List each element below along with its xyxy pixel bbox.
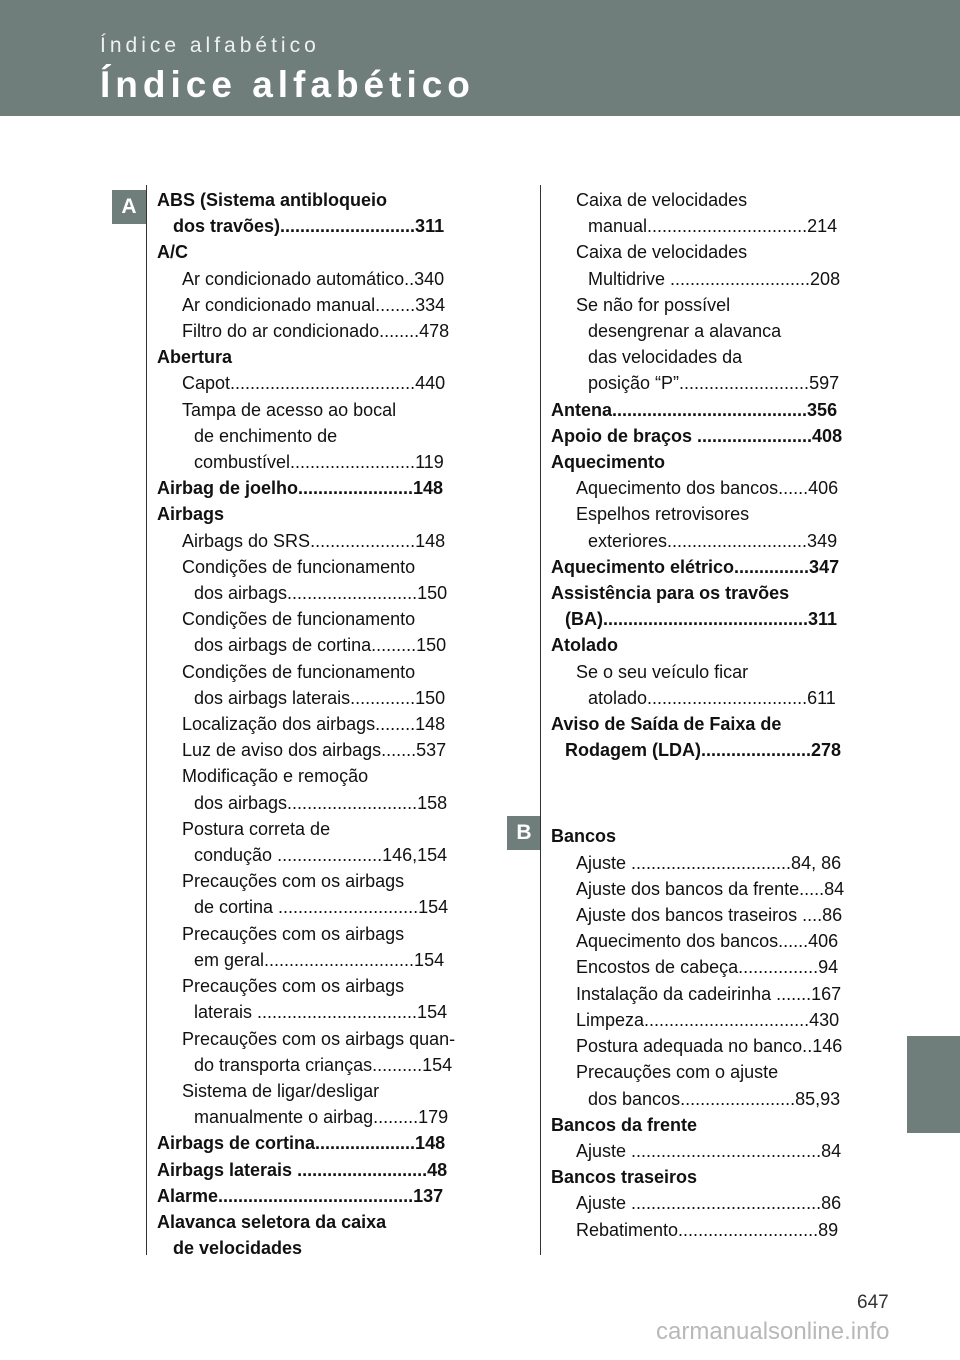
index-entry: dos travões)...........................311 xyxy=(173,216,445,237)
index-subentry: Multidrive ............................208 xyxy=(588,268,841,289)
header-subtitle: Índice alfabético xyxy=(100,34,320,57)
index-entry: Alavanca seletora da caixa xyxy=(157,1211,387,1232)
index-subentry: Ar condicionado automático..340 xyxy=(182,268,445,289)
section-letter-a: A xyxy=(112,190,146,224)
index-subentry: dos airbags..........................158 xyxy=(194,792,448,813)
index-subentry: Modificação e remoção xyxy=(182,766,369,787)
index-subentry: combustível.........................119 xyxy=(194,452,444,473)
index-subentry: Precauções com os airbags xyxy=(182,871,405,892)
index-subentry: Precauções com os airbags xyxy=(182,923,405,944)
index-entry: Bancos da frente xyxy=(551,1114,698,1135)
index-entry: Apoio de braços .......................408 xyxy=(551,425,843,446)
index-section-b xyxy=(551,823,844,1242)
index-subentry: Precauções com os airbags quan- xyxy=(182,1028,456,1049)
index-subentry: Espelhos retrovisores xyxy=(576,504,750,525)
index-entry: Airbag de joelho.......................148 xyxy=(157,478,444,499)
index-subentry: Se o seu veículo ficar xyxy=(576,661,749,682)
index-subentry: Condições de funcionamento xyxy=(182,609,416,630)
index-subentry: Ar condicionado manual........334 xyxy=(182,294,446,315)
index-subentry: Se não for possível xyxy=(576,294,731,315)
index-subentry: Aquecimento dos bancos......406 xyxy=(576,931,839,952)
index-column-2 xyxy=(551,187,844,1243)
column-divider-left xyxy=(146,185,147,1255)
index-entry: (BA).........................................311 xyxy=(565,609,838,630)
index-subentry: desengrenar a alavanca xyxy=(588,321,782,342)
index-entry: Atolado xyxy=(551,635,618,656)
index-subentry: Tampa de acesso ao bocal xyxy=(182,399,397,420)
index-entry: Rodagem (LDA)......................278 xyxy=(565,740,842,761)
index-subentry: Precauções com os airbags xyxy=(182,976,405,997)
index-subentry: Ajuste ......................................86 xyxy=(576,1193,842,1214)
index-entry: Bancos traseiros xyxy=(551,1167,698,1188)
section-letter-b: B xyxy=(507,816,541,850)
index-section-a-continued xyxy=(551,187,844,763)
index-subentry: Capot.....................................440 xyxy=(182,373,446,394)
index-column-1 xyxy=(157,187,455,1261)
watermark: carmanualsonline.info xyxy=(656,1318,890,1345)
index-subentry: de enchimento de xyxy=(194,425,338,446)
index-subentry: Caixa de velocidades xyxy=(576,190,748,210)
index-subentry: Airbags do SRS.....................148 xyxy=(182,530,446,551)
index-subentry: Condições de funcionamento xyxy=(182,556,416,577)
index-subentry: laterais ................................154 xyxy=(194,1002,448,1023)
header-title: Índice alfabético xyxy=(100,64,475,105)
section-side-tab xyxy=(907,1036,960,1133)
index-subentry: Instalação da cadeirinha .......167 xyxy=(576,983,842,1004)
index-subentry: Condições de funcionamento xyxy=(182,661,416,682)
section-gap xyxy=(551,763,844,823)
index-entry: de velocidades xyxy=(173,1238,303,1259)
index-subentry: exteriores............................349 xyxy=(588,530,838,551)
index-subentry: Luz de aviso dos airbags.......537 xyxy=(182,740,447,761)
index-entry: Antena.......................................356 xyxy=(551,399,838,420)
index-subentry: das velocidades da xyxy=(588,347,743,368)
index-subentry: Sistema de ligar/desligar xyxy=(182,1080,380,1101)
index-subentry: Rebatimento............................89 xyxy=(576,1219,839,1240)
index-subentry: manual................................214 xyxy=(588,216,838,237)
index-entry: Alarme.......................................137 xyxy=(157,1185,444,1206)
index-subentry: Caixa de velocidades xyxy=(576,242,748,263)
index-subentry: Filtro do ar condicionado........478 xyxy=(182,321,450,342)
index-subentry: Ajuste ................................84, 86 xyxy=(576,852,842,873)
index-subentry: de cortina ............................154 xyxy=(194,897,449,918)
index-subentry: dos airbags laterais.............150 xyxy=(194,687,446,708)
index-subentry: Ajuste dos bancos da frente.....84 xyxy=(576,878,845,899)
index-subentry: Precauções com o ajuste xyxy=(576,1062,779,1083)
index-subentry: do transporta crianças..........154 xyxy=(194,1054,453,1075)
index-subentry: Aquecimento dos bancos......406 xyxy=(576,478,839,499)
index-entry: Assistência para os travões xyxy=(551,583,790,604)
index-subentry: manualmente o airbag.........179 xyxy=(194,1107,449,1128)
index-entry: Airbags de cortina....................148 xyxy=(157,1133,446,1154)
index-subentry: atolado................................611 xyxy=(588,687,836,708)
index-entry: A/C xyxy=(157,242,188,263)
index-subentry: Encostos de cabeça................94 xyxy=(576,957,839,978)
index-entry: Abertura xyxy=(157,347,233,368)
index-entry: Airbags xyxy=(157,504,225,525)
index-entry: Airbags laterais ..........................48 xyxy=(157,1159,448,1180)
index-subentry: Ajuste dos bancos traseiros ....86 xyxy=(576,905,843,926)
index-subentry: dos bancos.......................85,93 xyxy=(588,1088,841,1109)
index-entry: Aquecimento elétrico...............347 xyxy=(551,556,840,577)
index-subentry: Postura correta de xyxy=(182,818,331,839)
index-subentry: Postura adequada no banco..146 xyxy=(576,1036,843,1057)
index-subentry: Localização dos airbags........148 xyxy=(182,714,446,735)
index-entry: Bancos xyxy=(551,826,617,847)
column-divider-right xyxy=(540,185,541,1255)
index-subentry: posição “P”..........................597 xyxy=(588,373,840,394)
index-subentry: dos airbags de cortina.........150 xyxy=(194,635,447,656)
index-subentry: Limpeza.................................430 xyxy=(576,1009,840,1030)
index-entry: Aviso de Saída de Faixa de xyxy=(551,714,782,735)
index-entry: Aquecimento xyxy=(551,452,666,473)
page-number: 647 xyxy=(857,1292,889,1313)
page-header xyxy=(0,0,960,116)
index-subentry: condução .....................146,154 xyxy=(194,845,448,866)
index-subentry: Ajuste ......................................84 xyxy=(576,1140,842,1161)
index-entry: ABS (Sistema antibloqueio xyxy=(157,190,388,210)
index-subentry: em geral..............................154 xyxy=(194,949,445,970)
index-subentry: dos airbags..........................150 xyxy=(194,583,448,604)
